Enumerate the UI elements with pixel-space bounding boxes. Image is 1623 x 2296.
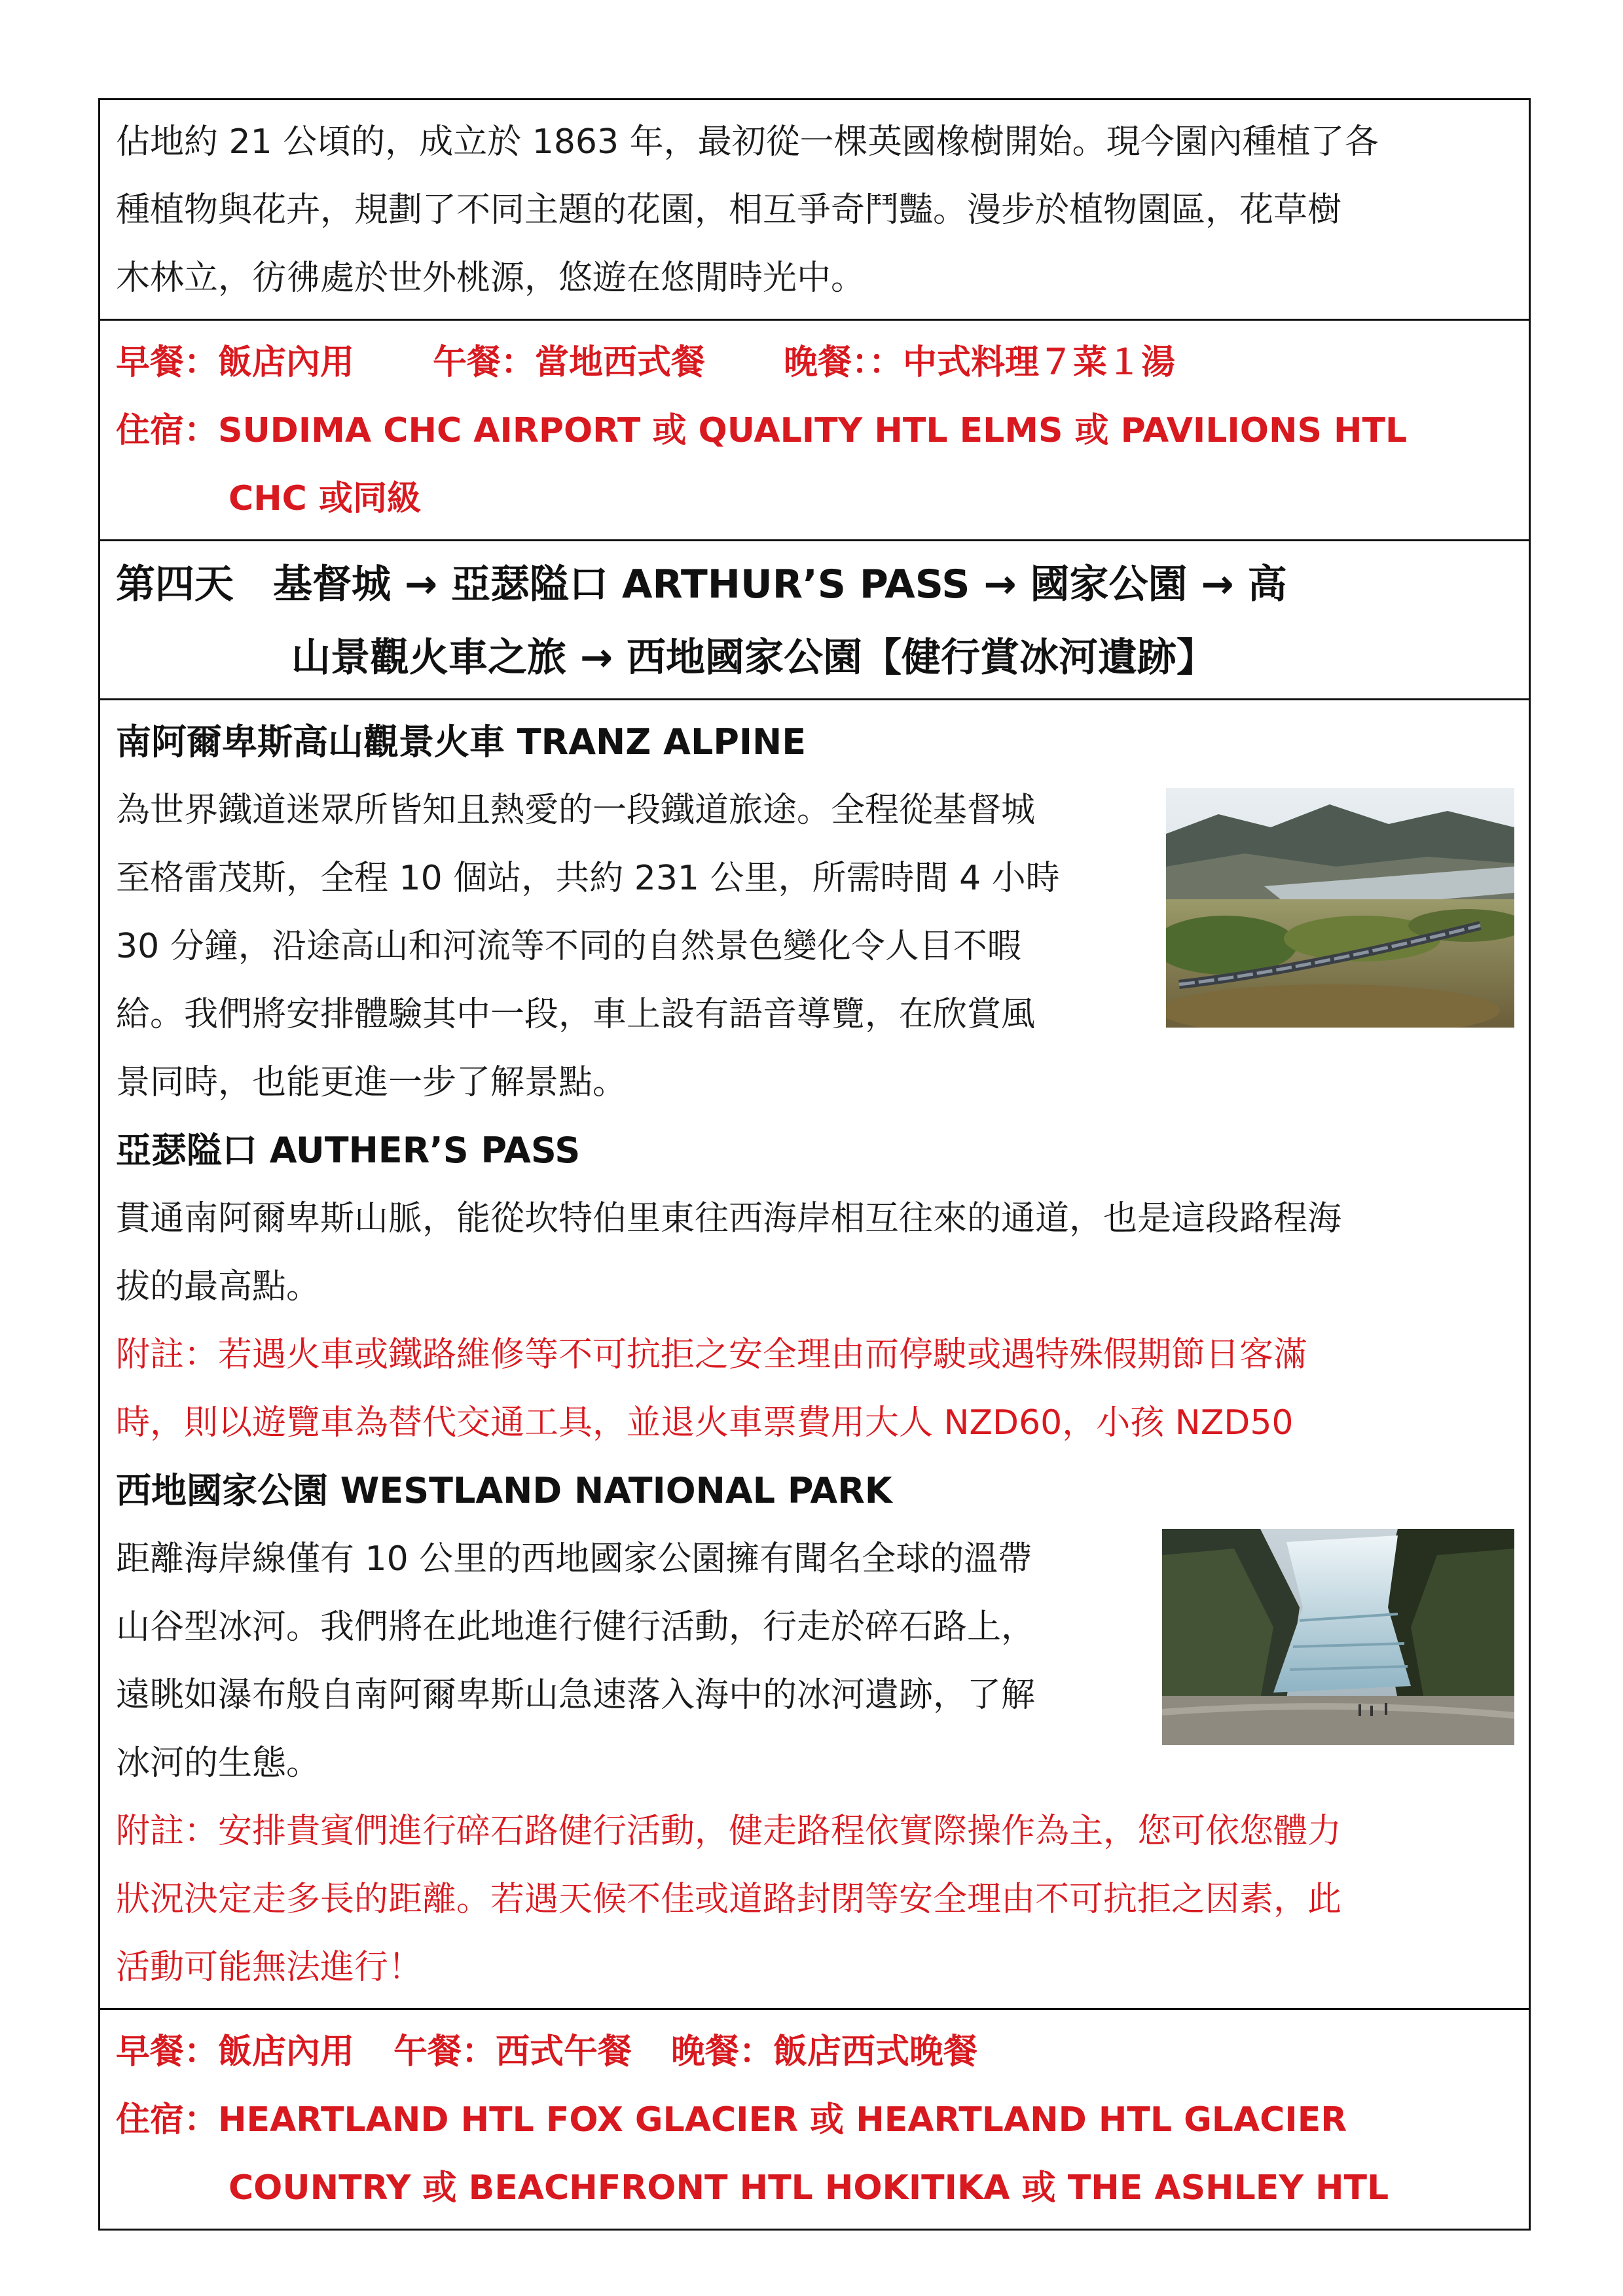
lunch-label: 午餐：當地西式餐 (433, 343, 706, 382)
dinner-label: 晚餐：飯店西式晚餐 (671, 2032, 978, 2072)
pass-line: 貫通南阿爾卑斯山脈，能從坎特伯里東往西海岸相互往來的通道，也是這段路程海 (116, 1199, 1342, 1238)
tranz-line: 為世界鐵道迷眾所皆知且熱愛的一段鐵道旅途。全程從基督城 (116, 791, 1036, 830)
pass-note-line: 附註：若遇火車或鐵路維修等不可抗拒之安全理由而停駛或遇特殊假期節日客滿 (116, 1335, 1308, 1374)
pass-line: 拔的最高點。 (116, 1267, 321, 1306)
intro-line: 種植物與花卉，規劃了不同主題的花園，相互爭奇鬥豔。漫步於植物園區，花草樹 (116, 190, 1342, 230)
intro-row (100, 100, 1529, 319)
lodging-line: CHC 或同級 (228, 479, 421, 518)
lodging-line: 住宿：SUDIMA CHC AIRPORT 或 QUALITY HTL ELMS 或 PAVILIONS HTL (116, 411, 1408, 450)
day3-lodging (116, 397, 1514, 533)
day4-meals (116, 2018, 1514, 2086)
westland-line: 山谷型冰河。我們將在此地進行健行活動，行走於碎石路上， (116, 1607, 1036, 1647)
train-landscape-image (1166, 788, 1514, 1028)
day4-meals-row (100, 2008, 1529, 2229)
day-title-line: 第四天 基督城 → 亞瑟隘口 ARTHUR’S PASS → 國家公園 → 高 (116, 562, 1287, 607)
intro-line: 木林立，彷彿處於世外桃源，悠遊在悠閒時光中。 (116, 259, 866, 298)
westland-line: 遠眺如瀑布般自南阿爾卑斯山急速落入海中的冰河遺跡，了解 (116, 1676, 1036, 1715)
day3-meals-row (100, 319, 1529, 539)
itinerary-table (98, 98, 1531, 2231)
day4-content-row (100, 698, 1529, 2008)
lunch-label: 午餐：西式午餐 (393, 2032, 632, 2072)
tranz-line: 給。我們將安排體驗其中一段，車上設有語音導覽，在欣賞風 (116, 995, 1036, 1034)
tranz-line: 景同時，也能更進一步了解景點。 (116, 1063, 627, 1102)
day4-lodging (116, 2086, 1514, 2222)
day3-meals (116, 329, 1514, 397)
westland-block (116, 1525, 1514, 1797)
pass-note-line: 時，則以遊覽車為替代交通工具，並退火車票費用大人 NZD60，小孩 NZD50 (116, 1403, 1294, 1443)
lodging-line: 住宿：HEARTLAND HTL FOX GLACIER 或 HEARTLAND HTL GLACIER (116, 2100, 1347, 2140)
tranz-alpine-block (116, 776, 1514, 1117)
westland-note-line: 活動可能無法進行！ (116, 1948, 423, 1987)
day-title (116, 548, 1514, 694)
westland-line: 距離海岸線僅有 10 公里的西地國家公園擁有聞名全球的溫帶 (116, 1539, 1032, 1579)
day4-title-row (100, 539, 1529, 698)
day-title-line: 山景觀火車之旅 → 西地國家公園【健行賞冰河遺跡】 (291, 635, 1216, 681)
train-photo (1166, 788, 1514, 1028)
tranz-line: 30 分鐘，沿途高山和河流等不同的自然景色變化令人目不暇 (116, 927, 1021, 966)
breakfast-label: 早餐：飯店內用 (116, 343, 355, 382)
tranz-alpine-title: 南阿爾卑斯高山觀景火車 TRANZ ALPINE (116, 721, 807, 762)
glacier-photo (1162, 1529, 1514, 1745)
tranz-line: 至格雷茂斯，全程 10 個站，共約 231 公里，所需時間 4 小時 (116, 859, 1060, 898)
westland-note-line: 狀況決定走多長的距離。若遇天候不佳或道路封閉等安全理由不可抗拒之因素，此 (116, 1880, 1342, 1919)
lodging-line: COUNTRY 或 BEACHFRONT HTL HOKITIKA 或 THE ASHLEY HTL (228, 2168, 1389, 2208)
westland-title: 西地國家公園 WESTLAND NATIONAL PARK (116, 1470, 892, 1511)
arthurs-pass-title: 亞瑟隘口 AUTHER’S PASS (116, 1130, 581, 1171)
intro-line: 佔地約 21 公頃的，成立於 1863 年，最初從一棵英國橡樹開始。現今園內種植了各 (116, 122, 1379, 162)
westland-line: 冰河的生態。 (116, 1744, 321, 1783)
glacier-image (1162, 1529, 1514, 1745)
dinner-label: 晚餐：：中式料理７菜１湯 (784, 343, 1176, 382)
breakfast-label: 早餐：飯店內用 (116, 2032, 355, 2072)
westland-note-line: 附註：安排貴賓們進行碎石路健行活動，健走路程依實際操作為主，您可依您體力 (116, 1812, 1342, 1851)
